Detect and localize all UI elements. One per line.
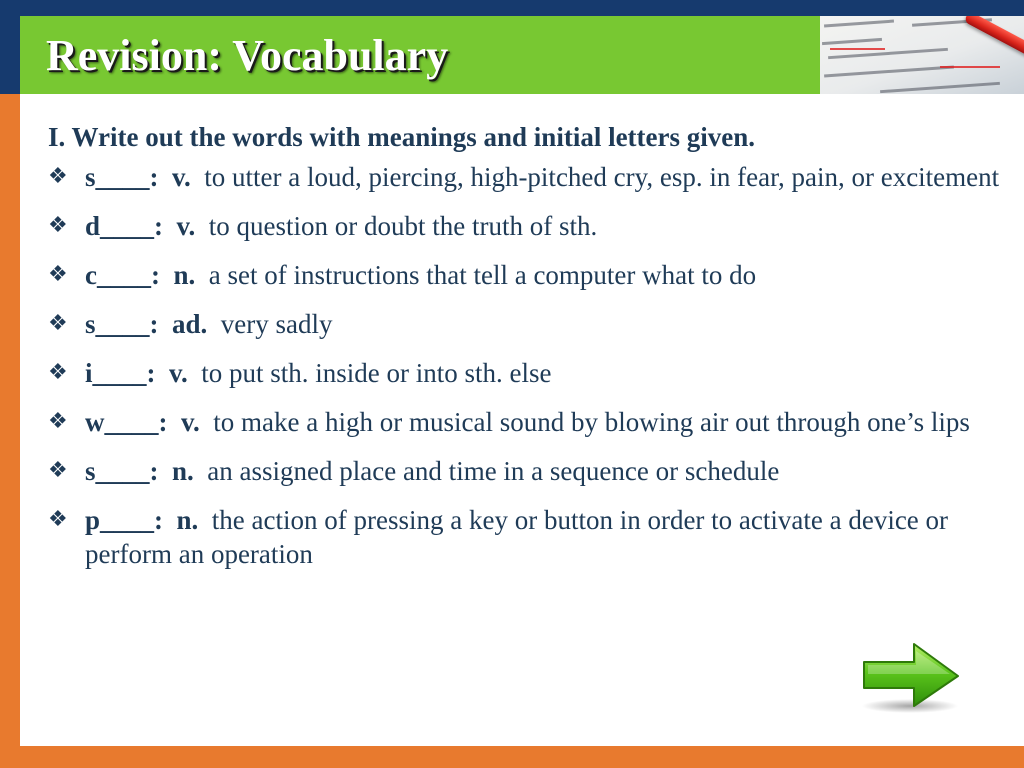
item-definition: to question or doubt the truth of sth. — [208, 211, 598, 241]
item-word: s____: — [85, 162, 159, 192]
diamond-bullet-icon: ❖ — [48, 360, 68, 385]
item-definition: an assigned place and time in a sequence or schedule — [207, 456, 780, 486]
item-word: p____: — [85, 505, 164, 535]
list-item — [48, 307, 1008, 341]
list-item — [48, 258, 1008, 292]
slide-title: Revision: Vocabulary — [46, 31, 449, 80]
list-item — [48, 160, 1008, 194]
title-bar — [20, 16, 820, 94]
green-arrow-right-icon[interactable] — [858, 640, 962, 714]
diamond-bullet-icon: ❖ — [48, 262, 68, 287]
item-part-of-speech: n. — [173, 260, 196, 290]
item-part-of-speech: n. — [176, 505, 199, 535]
list-item — [48, 356, 1008, 390]
left-band — [0, 16, 20, 94]
item-word: i____: — [85, 358, 156, 388]
item-part-of-speech: v. — [181, 407, 200, 437]
diamond-bullet-icon: ❖ — [48, 458, 68, 483]
item-word: d____: — [85, 211, 164, 241]
item-word: s____: — [85, 456, 159, 486]
item-definition: to utter a loud, piercing, high-pitched cry, esp. in fear, pain, or excitement — [204, 162, 1000, 192]
item-word: s____: — [85, 309, 159, 339]
list-item — [48, 209, 1008, 243]
top-band — [0, 0, 1024, 16]
item-part-of-speech: ad. — [172, 309, 208, 339]
item-definition: very sadly — [220, 309, 333, 339]
item-definition: to put sth. inside or into sth. else — [201, 358, 552, 388]
item-word: c____: — [85, 260, 160, 290]
item-part-of-speech: n. — [172, 456, 194, 486]
item-part-of-speech: v. — [176, 211, 196, 241]
item-word: w____: — [85, 407, 168, 437]
exercise-heading: I. Write out the words with meanings and initial letters given. — [48, 122, 756, 152]
item-definition: a set of instructions that tell a computer what to do — [208, 260, 757, 290]
item-part-of-speech: v. — [172, 162, 191, 192]
diamond-bullet-icon: ❖ — [48, 409, 68, 434]
diamond-bullet-icon: ❖ — [48, 164, 68, 189]
diamond-bullet-icon: ❖ — [48, 507, 68, 532]
item-definition: the action of pressing a key or button in order to activate a device or perform an operation — [85, 505, 949, 569]
diamond-bullet-icon: ❖ — [48, 311, 68, 336]
list-item — [48, 454, 1008, 488]
item-definition: to make a high or musical sound by blowing air out through one’s lips — [213, 407, 970, 437]
item-part-of-speech: v. — [169, 358, 188, 388]
list-item — [48, 405, 1008, 439]
list-item — [48, 503, 1008, 571]
diamond-bullet-icon: ❖ — [48, 213, 68, 238]
vocabulary-list — [48, 120, 1008, 586]
header-photo — [820, 16, 1024, 94]
